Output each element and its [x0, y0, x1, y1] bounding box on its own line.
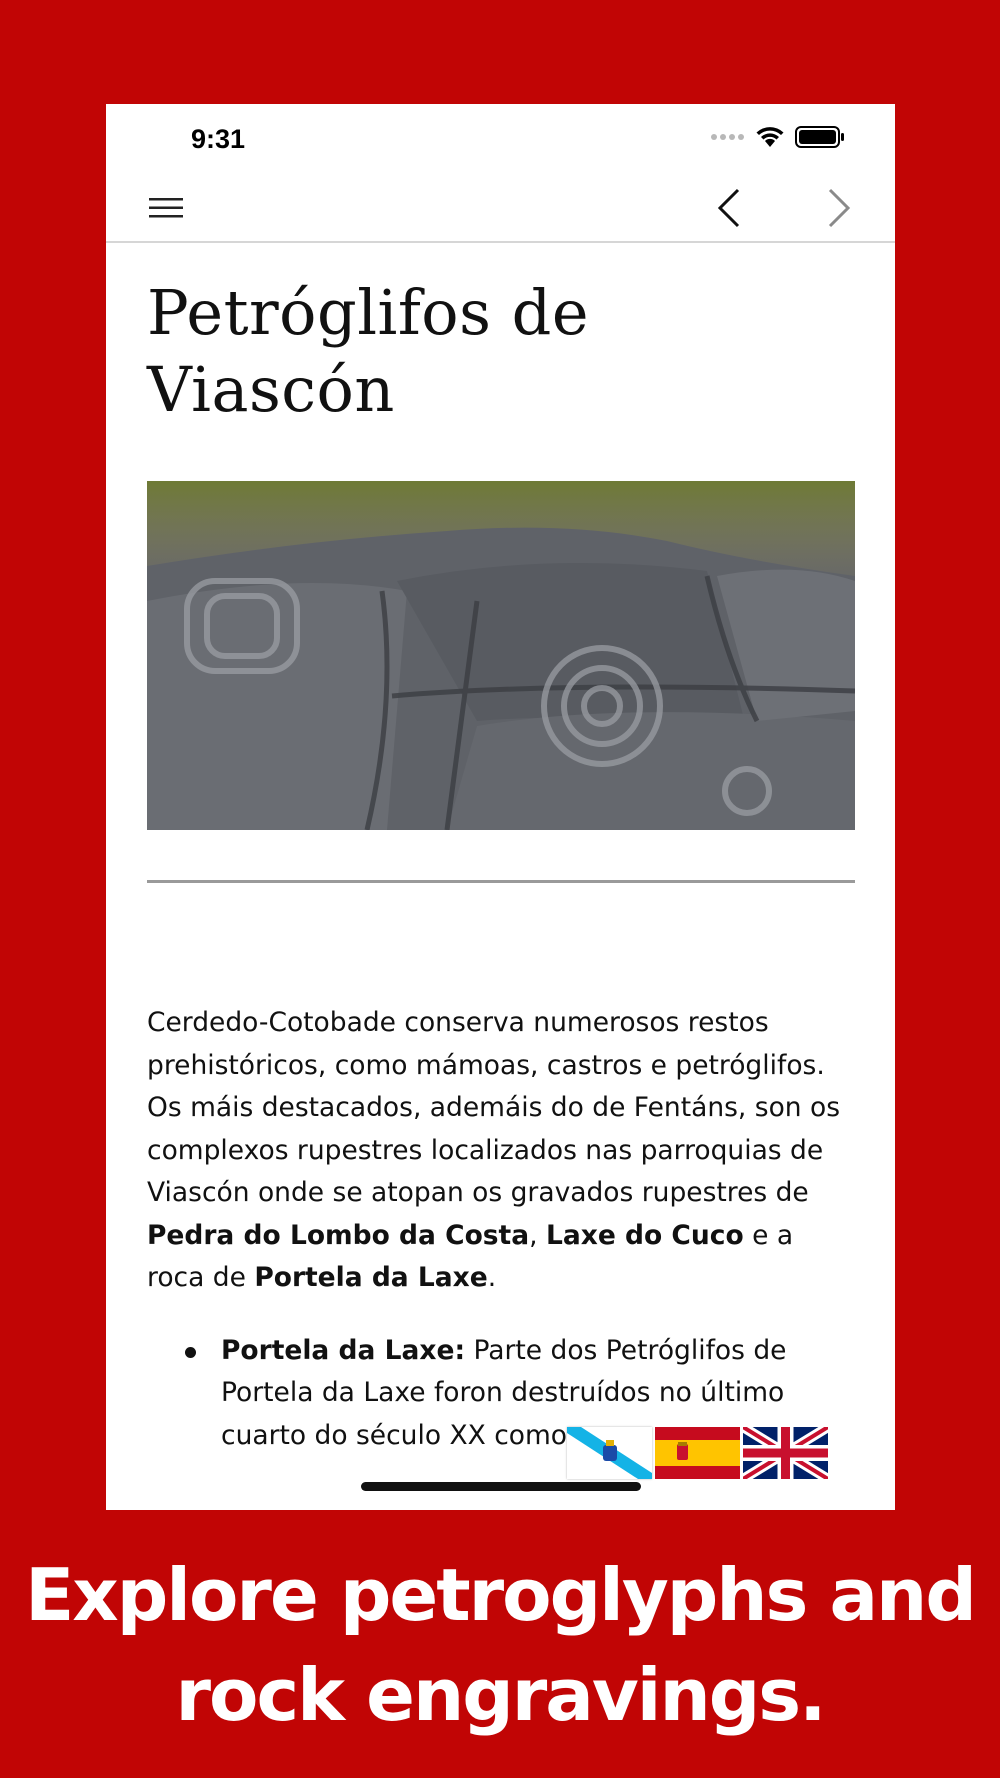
article-paragraph — [147, 1002, 857, 1300]
language-flags — [567, 1427, 828, 1479]
promo-caption — [0, 1545, 1000, 1745]
place-name-bold: Portela da Laxe — [254, 1262, 488, 1293]
status-icons — [711, 126, 845, 148]
phone-screen — [106, 104, 895, 1510]
article-body — [147, 1002, 857, 1457]
paragraph-text: . — [487, 1262, 497, 1293]
promo-caption-line1: Explore petroglyphs and — [25, 1553, 975, 1637]
nav-bar — [106, 174, 895, 243]
page-title-line1: Petróglifos de — [147, 276, 590, 349]
place-name-bold: Laxe do Cuco — [545, 1219, 744, 1251]
petroglyph-photo — [147, 481, 855, 830]
content-divider — [147, 880, 855, 883]
list-item-bold: Portela da Laxe: — [221, 1334, 466, 1366]
wifi-icon — [755, 126, 785, 148]
home-indicator — [361, 1482, 641, 1491]
place-name-bold: Pedra do Lombo da Costa — [147, 1219, 530, 1251]
spanish-flag-icon[interactable] — [655, 1427, 740, 1479]
chevron-left-icon[interactable] — [710, 186, 750, 230]
status-bar — [106, 104, 895, 174]
paragraph-text: e a roca de — [147, 1219, 794, 1293]
paragraph-text: , — [529, 1219, 546, 1251]
galician-flag-icon[interactable] — [567, 1427, 652, 1479]
battery-icon — [795, 126, 845, 148]
uk-flag-icon[interactable] — [743, 1427, 828, 1479]
chevron-right-icon[interactable] — [818, 186, 858, 230]
promo-caption-line2: rock engravings. — [175, 1653, 825, 1737]
signal-dots-icon — [711, 133, 745, 141]
article-header — [147, 274, 855, 428]
hamburger-menu-icon[interactable] — [148, 190, 184, 226]
page-title-line2: Viascón — [147, 353, 395, 426]
list-item-text: Parte dos Petróglifos de Portela da Laxe foron destruídos no último cuarto do século XX como — [221, 1334, 787, 1451]
paragraph-text: Cerdedo-Cotobade conserva numerosos restos prehistóricos, como mámoas, castros e petróglifos. Os máis destacados, ademáis do de Fentáns, son os complexos rupestres localizados nas parroquias de Viascón onde se atopan os gravados rupestres de — [147, 1007, 841, 1208]
status-time: 9:31 — [191, 124, 246, 154]
page-title — [147, 274, 855, 428]
